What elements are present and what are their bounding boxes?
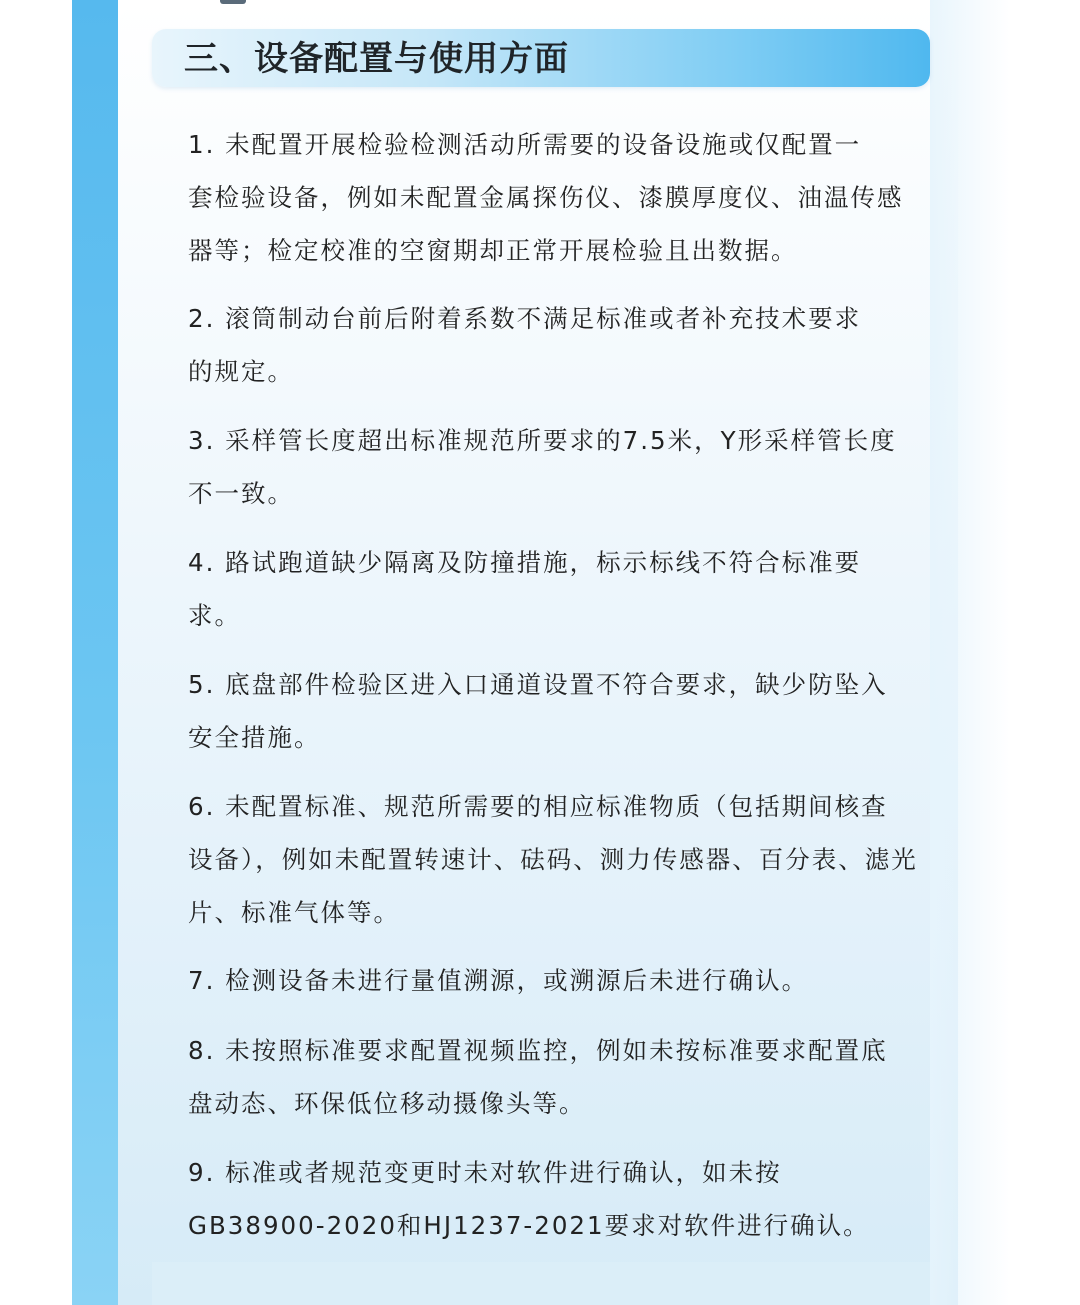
list-item-3 — [188, 414, 908, 520]
item-line: 器等；检定校准的空窗期却正常开展检验且出数据。 — [188, 236, 798, 265]
item-line: 不一致。 — [188, 479, 294, 508]
list-item-6 — [188, 780, 918, 939]
list-item-2 — [188, 292, 908, 398]
item-line: 5. 底盘部件检验区进入口通道设置不符合要求，缺少防坠入 — [188, 670, 888, 699]
item-line: 安全措施。 — [188, 723, 321, 752]
item-line: 设备），例如未配置转速计、砝码、测力传感器、百分表、滤光 — [188, 845, 918, 874]
item-line: 套检验设备，例如未配置金属探伤仪、漆膜厚度仪、油温传感 — [188, 183, 904, 212]
item-line: 的规定。 — [188, 357, 294, 386]
item-line: 3. 采样管长度超出标准规范所要求的7.5米，Y形采样管长度 — [188, 426, 897, 455]
list-item-7 — [188, 954, 908, 1007]
item-line: GB38900-2020和HJ1237-2021要求对软件进行确认。 — [188, 1211, 870, 1240]
list-item-5 — [188, 658, 908, 764]
item-line: 4. 路试跑道缺少隔离及防撞措施，标示标线不符合标准要 — [188, 548, 862, 577]
item-line: 1. 未配置开展检验检测活动所需要的设备设施或仅配置一 — [188, 130, 862, 159]
left-decorative-band — [72, 0, 118, 1305]
item-line: 6. 未配置标准、规范所需要的相应标准物质（包括期间核查 — [188, 792, 888, 821]
list-item-9 — [188, 1146, 908, 1252]
item-line: 片、标准气体等。 — [188, 898, 400, 927]
section-title: 三、设备配置与使用方面 — [184, 39, 569, 79]
item-line: 盘动态、环保低位移动摄像头等。 — [188, 1089, 586, 1118]
right-decorative-glow — [930, 0, 1010, 1305]
list-item-4 — [188, 536, 908, 642]
list-item-1 — [188, 118, 908, 277]
list-item-8 — [188, 1024, 908, 1130]
top-corner-mark — [220, 0, 246, 4]
item-line: 2. 滚筒制动台前后附着系数不满足标准或者补充技术要求 — [188, 304, 862, 333]
item-line: 7. 检测设备未进行量值溯源，或溯源后未进行确认。 — [188, 966, 809, 995]
item-line: 8. 未按照标准要求配置视频监控，例如未按标准要求配置底 — [188, 1036, 888, 1065]
card-bottom-panel — [152, 1262, 930, 1305]
item-line: 求。 — [188, 601, 241, 630]
item-line: 9. 标准或者规范变更时未对软件进行确认，如未按 — [188, 1158, 782, 1187]
